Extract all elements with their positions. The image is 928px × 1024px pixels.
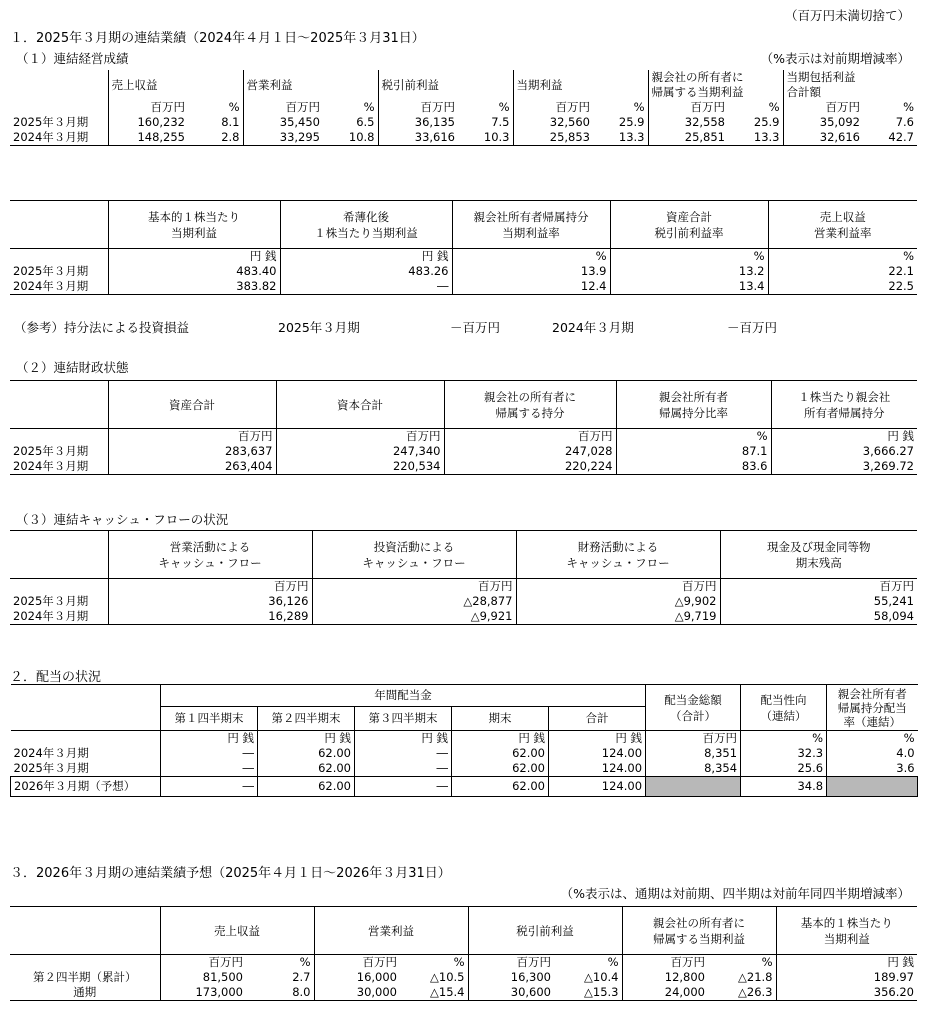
per-share-table xyxy=(10,200,917,295)
unit-row: 円 銭 円 銭 円 銭 円 銭 円 銭 百万円 % % xyxy=(11,731,918,747)
hdr-dividend-total: 配当金総額 （合計） xyxy=(646,685,741,731)
cash-flow-table xyxy=(10,530,917,625)
unit-row: 百万円 百万円 百万円 百万円 xyxy=(10,579,917,595)
hdr-op-profit: 営業利益 xyxy=(243,70,378,100)
forecast-table xyxy=(10,906,917,1001)
table-row: 2024年３月期 383.82 ― 12.4 13.4 22.5 xyxy=(10,279,917,295)
hdr-fc-eps: 基本的１株当たり 当期利益 xyxy=(776,907,917,955)
table-row: 2024年３月期 148,255 2.8 33,295 10.8 33,616 10.3 25,853 13.3 25,851 13.3 32,616 42.7 xyxy=(10,130,917,146)
hdr-fc-owner-profit: 親会社の所有者に 帰属する当期利益 xyxy=(622,907,776,955)
table-row: 2025年３月期 283,637 247,340 247,028 87.1 3,666.27 xyxy=(10,444,917,459)
table-row: 第２四半期（累計） 81,500 2.7 16,000 △10.5 16,300 △10.4 12,800 △21.8 189.97 xyxy=(10,970,917,985)
forecast-row: 2026年３月期（予想） ― 62.00 ― 62.00 124.00 34.8 xyxy=(11,777,918,797)
hdr-investing-cf: 投資活動による キャッシュ・フロー xyxy=(312,531,516,579)
table-row: 2024年３月期 16,289 △9,921 △9,719 58,094 xyxy=(10,609,917,625)
hdr-roe: 親会社所有者帰属持分 当期利益率 xyxy=(452,201,610,249)
hdr-q3: 第３四半期末 xyxy=(355,707,452,731)
hdr-total: 合計 xyxy=(549,707,646,731)
hdr-basic-eps: 基本的１株当たり 当期利益 xyxy=(108,201,280,249)
table-row: 2024年３月期 263,404 220,534 220,224 83.6 3,269.72 xyxy=(10,459,917,475)
reference-value1: －百万円 xyxy=(450,320,501,335)
unit-note: （百万円未満切捨て） xyxy=(784,8,910,23)
section2-title: ２．配当の状況 xyxy=(10,670,102,685)
hdr-doe: 親会社所有者 帰属持分配当 率（連結） xyxy=(827,685,918,731)
section1-sub1: （１）連結経営成績 xyxy=(16,51,129,66)
hdr-equity-ratio: 親会社所有者 帰属持分比率 xyxy=(616,381,771,429)
hdr-fc-revenue: 売上収益 xyxy=(160,907,314,955)
results-table xyxy=(10,70,917,146)
table-row: 通期 173,000 8.0 30,000 △15.4 30,600 △15.3 24,000 △26.3 356.20 xyxy=(10,985,917,1001)
hdr-comprehensive: 当期包括利益 合計額 xyxy=(783,70,917,100)
hdr-revenue: 売上収益 xyxy=(108,70,243,100)
reference-label: （参考）持分法による投資損益 xyxy=(14,320,190,335)
table-row: 2025年３月期 160,232 8.1 35,450 6.5 36,135 7.5 32,560 25.9 32,558 25.9 35,092 7.6 xyxy=(10,115,917,130)
reference-period1: 2025年３月期 xyxy=(278,320,360,335)
unit-row: 百万円 百万円 百万円 % 円 銭 xyxy=(10,429,917,445)
table-row: 2024年３月期 ― 62.00 ― 62.00 124.00 8,351 32.3 4.0 xyxy=(11,746,918,761)
section1-title: １．2025年３月期の連結業績（2024年４月１日～2025年３月31日） xyxy=(10,31,425,46)
hdr-diluted-eps: 希薄化後 １株当たり当期利益 xyxy=(280,201,452,249)
section1-sub3: （３）連結キャッシュ・フローの状況 xyxy=(16,512,229,527)
unit-row: 百万円 % 百万円 % 百万円 % 百万円 % 円 銭 xyxy=(10,955,917,971)
shaded-cell xyxy=(646,777,741,797)
table-row: 2025年３月期 ― 62.00 ― 62.00 124.00 8,354 25.6 3.6 xyxy=(11,761,918,777)
shaded-cell xyxy=(827,777,918,797)
hdr-profit: 当期利益 xyxy=(513,70,648,100)
hdr-q1: 第１四半期末 xyxy=(161,707,258,731)
hdr-total-equity: 資本合計 xyxy=(276,381,444,429)
hdr-year-end: 期末 xyxy=(452,707,549,731)
unit-row: 百万円 % 百万円 % 百万円 % 百万円 % 百万円 % 百万円 % xyxy=(10,100,917,115)
reference-value2: －百万円 xyxy=(727,320,778,335)
section1-sub2: （２）連結財政状態 xyxy=(16,360,129,375)
hdr-operating-cf: 営業活動による キャッシュ・フロー xyxy=(108,531,312,579)
hdr-roa: 資産合計 税引前利益率 xyxy=(610,201,768,249)
table-row: 2025年３月期 483.40 483.26 13.9 13.2 22.1 xyxy=(10,264,917,279)
hdr-cash-end: 現金及び現金同等物 期末残高 xyxy=(720,531,917,579)
hdr-pretax: 税引前利益 xyxy=(378,70,513,100)
change-note: （%表示は対前期増減率） xyxy=(760,51,910,66)
dividend-table xyxy=(10,684,918,797)
hdr-fc-op-profit: 営業利益 xyxy=(314,907,468,955)
hdr-owner-equity: 親会社の所有者に 帰属する持分 xyxy=(444,381,616,429)
hdr-total-assets: 資産合計 xyxy=(108,381,276,429)
hdr-annual-dividend: 年間配当金 xyxy=(161,685,646,707)
hdr-q2: 第２四半期末 xyxy=(258,707,355,731)
hdr-fc-pretax: 税引前利益 xyxy=(468,907,622,955)
hdr-payout-ratio: 配当性向 （連結） xyxy=(741,685,827,731)
forecast-change-note: （%表示は、通期は対前期、四半期は対前年同四半期増減率） xyxy=(560,886,910,901)
table-row: 2025年３月期 36,126 △28,877 △9,902 55,241 xyxy=(10,594,917,609)
hdr-bps: １株当たり親会社 所有者帰属持分 xyxy=(771,381,917,429)
unit-row: 円 銭 円 銭 % % % xyxy=(10,249,917,265)
reference-period2: 2024年３月期 xyxy=(552,320,634,335)
hdr-op-margin: 売上収益 営業利益率 xyxy=(768,201,917,249)
financial-position-table xyxy=(10,380,917,475)
hdr-owner-profit: 親会社の所有者に 帰属する当期利益 xyxy=(648,70,783,100)
section3-title: ３．2026年３月期の連結業績予想（2025年４月１日～2026年３月31日） xyxy=(10,866,451,881)
hdr-financing-cf: 財務活動による キャッシュ・フロー xyxy=(516,531,720,579)
